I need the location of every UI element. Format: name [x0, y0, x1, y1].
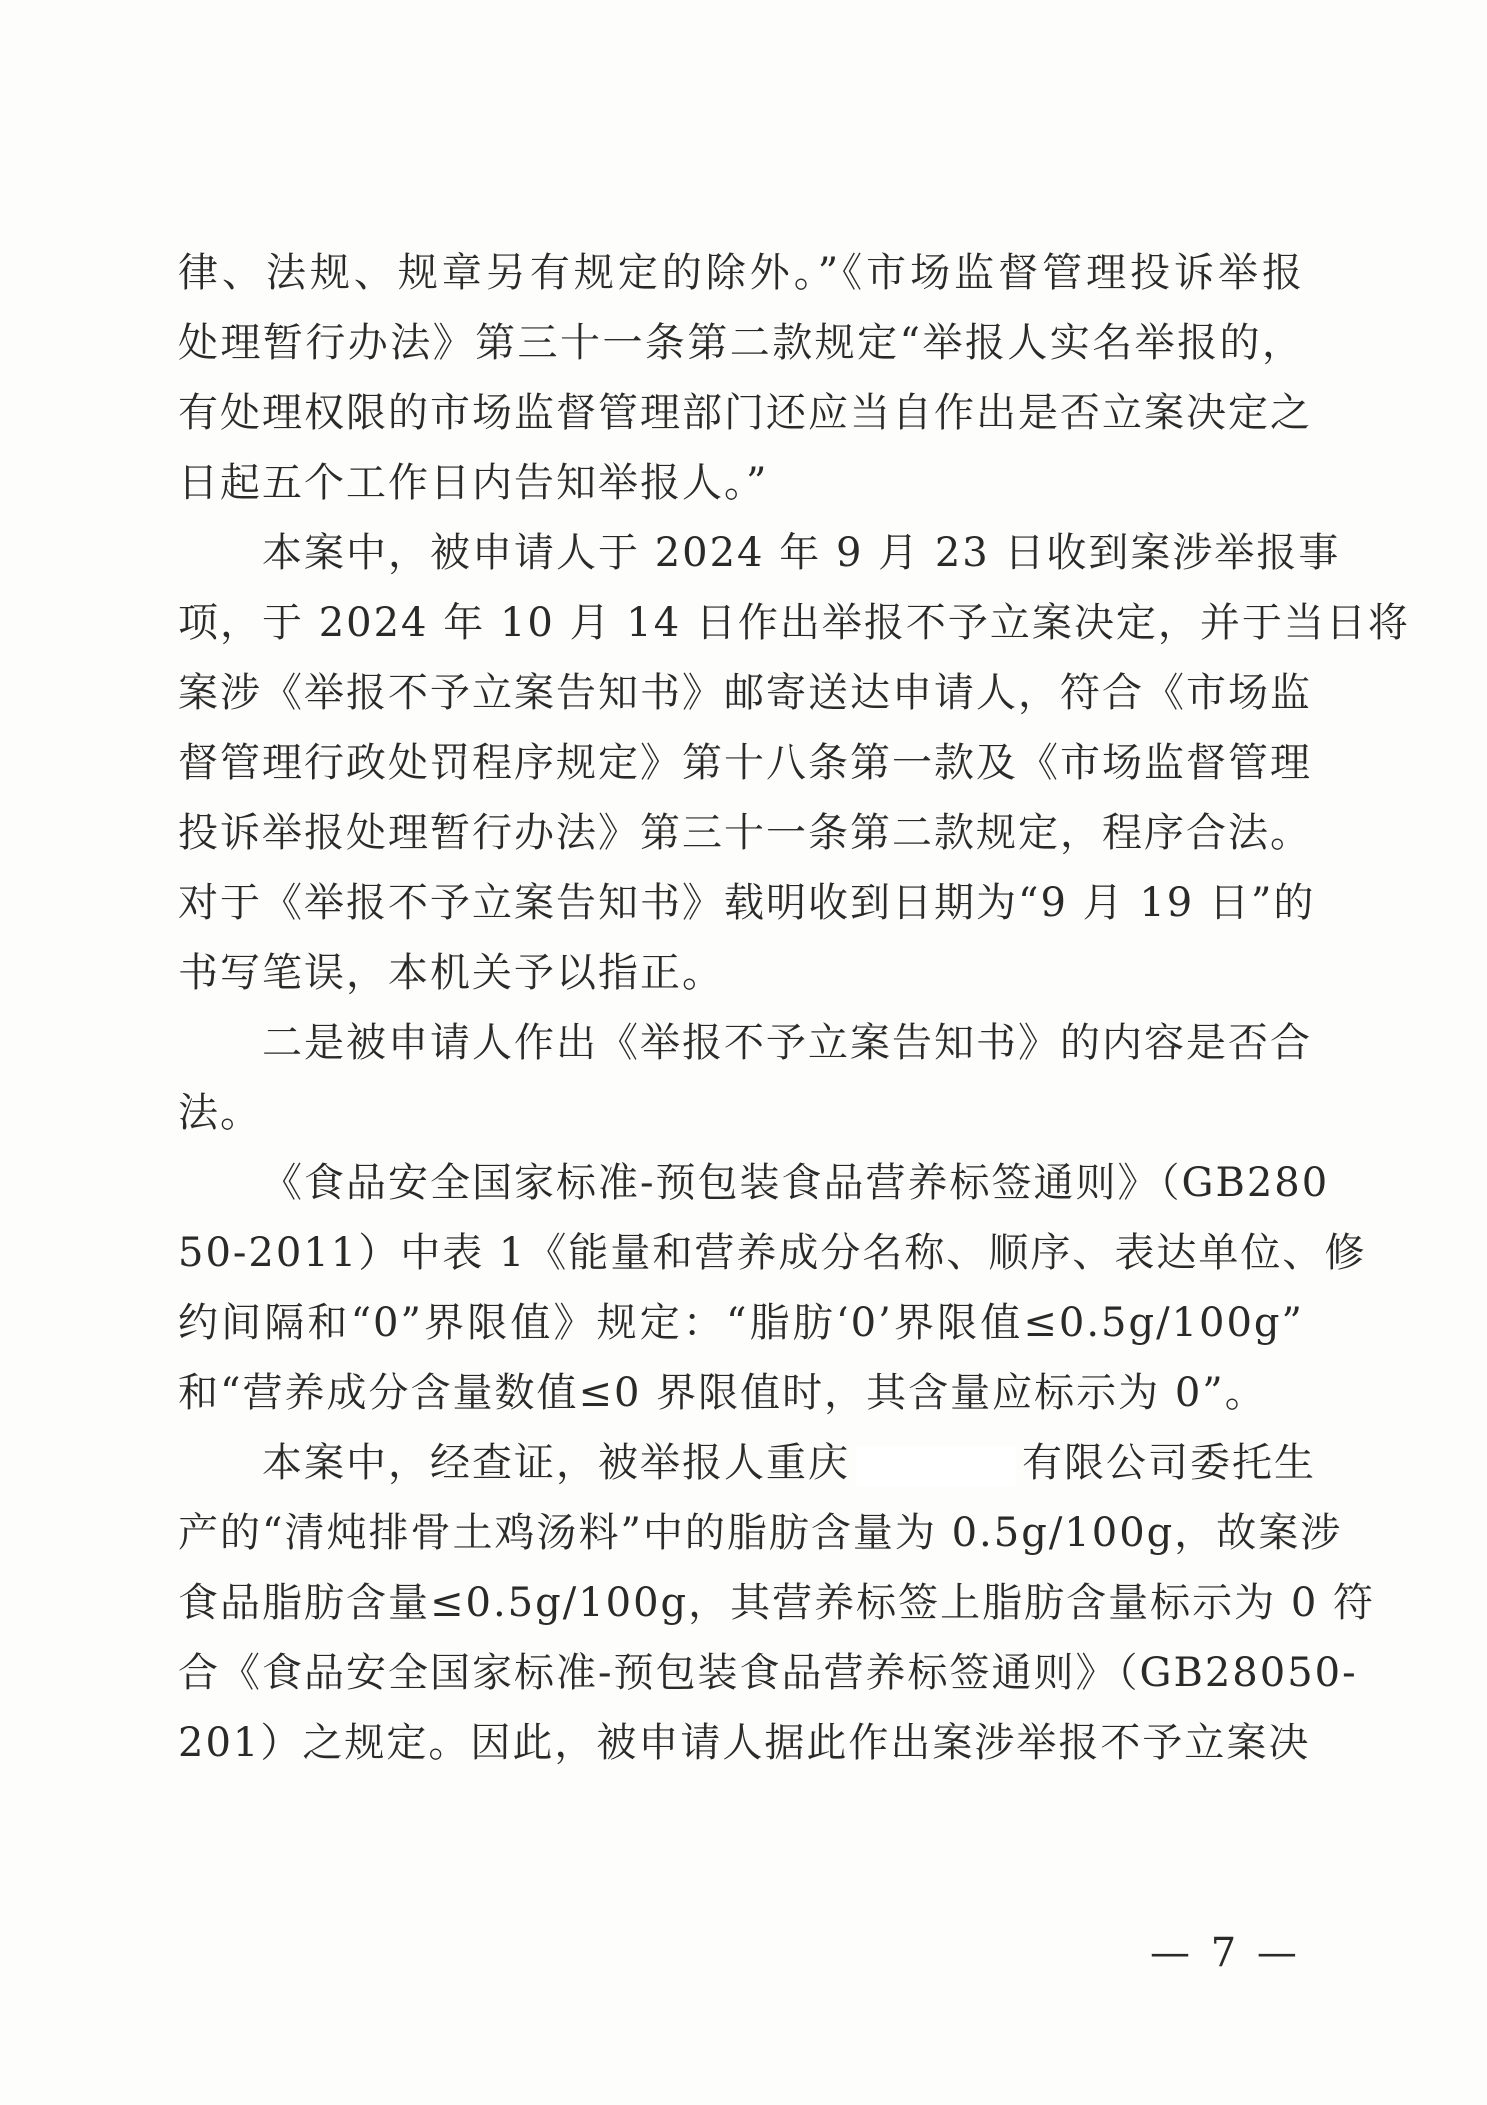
text-line: 项，于 2024 年 10 月 14 日作出举报不予立案决定，并于当日将 [178, 600, 1410, 646]
redaction-box [856, 1446, 1016, 1486]
text-line: 日起五个工作日内告知举报人。” [178, 460, 769, 506]
text-line: 书写笔误，本机关予以指正。 [178, 950, 724, 996]
text-line: 本案中，被申请人于 2024 年 9 月 23 日收到案涉举报事 [262, 530, 1341, 576]
text-line: 《食品安全国家标准-预包装食品营养标签通则》（GB280 [262, 1160, 1330, 1206]
text-line: 201）之规定。因此，被申请人据此作出案涉举报不予立案决 [178, 1720, 1311, 1766]
text-line: 合《食品安全国家标准-预包装食品营养标签通则》（GB28050- [178, 1650, 1358, 1696]
text-line: 案涉《举报不予立案告知书》邮寄送达申请人，符合《市场监 [178, 670, 1312, 716]
text-line: 产的“清炖排骨土鸡汤料”中的脂肪含量为 0.5g/100g，故案涉 [178, 1510, 1343, 1556]
text-line: 处理暂行办法》第三十一条第二款规定“举报人实名举报的， [178, 320, 1304, 366]
text-line: 约间隔和“0”界限值》规定：“脂肪‘0’界限值≤0.5g/100g” [178, 1300, 1304, 1346]
body-text [178, 238, 1410, 1778]
page-number: — 7 — [1150, 1930, 1301, 1976]
text-line: 食品脂肪含量≤0.5g/100g，其营养标签上脂肪含量标示为 0 符 [178, 1580, 1376, 1626]
text-line: 法。 [178, 1090, 262, 1136]
redacted-line-after: 有限公司委托生 [1022, 1440, 1316, 1486]
text-line: 律、法规、规章另有规定的除外。”《市场监督管理投诉举报 [178, 250, 1304, 296]
text-line: 和“营养成分含量数值≤0 界限值时，其含量应标示为 0”。 [178, 1370, 1267, 1416]
text-line: 有处理权限的市场监督管理部门还应当自作出是否立案决定之 [178, 390, 1312, 436]
text-line: 50-2011）中表 1《能量和营养成分名称、顺序、表达单位、修 [178, 1230, 1367, 1276]
text-line: 对于《举报不予立案告知书》载明收到日期为“9 月 19 日”的 [178, 880, 1316, 926]
redacted-text-line [178, 1428, 1316, 1498]
text-line: 督管理行政处罚程序规定》第十八条第一款及《市场监督管理 [178, 740, 1312, 786]
text-line: 二是被申请人作出《举报不予立案告知书》的内容是否合 [262, 1020, 1312, 1066]
text-line: 投诉举报处理暂行办法》第三十一条第二款规定，程序合法。 [178, 810, 1312, 856]
redacted-line-before: 本案中，经查证，被举报人重庆 [262, 1440, 850, 1486]
